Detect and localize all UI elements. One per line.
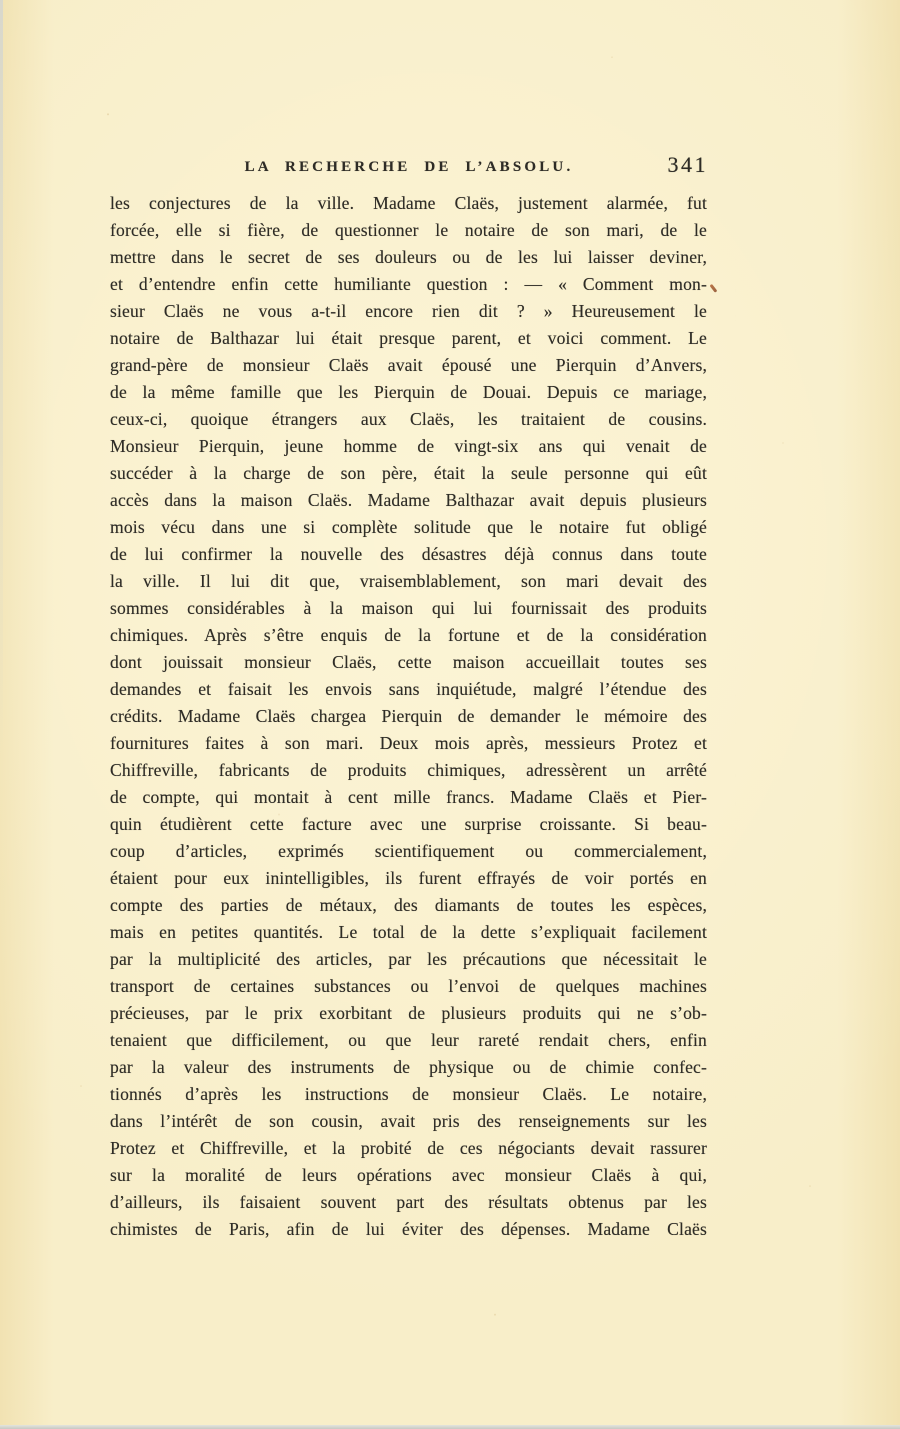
text-line: sommes considérables à la maison qui lui fournissait des produits bbox=[110, 598, 707, 618]
text-line: crédits. Madame Claës chargea Pierquin de demander le mémoire des bbox=[110, 706, 707, 726]
body-text-block bbox=[110, 190, 707, 1243]
text-line: ceux-ci, quoique étrangers aux Claës, les traitaient de cousins. bbox=[110, 409, 707, 429]
text-line: grand-père de monsieur Claës avait épousé une Pierquin d’Anvers, bbox=[110, 355, 707, 375]
text-line: coup d’articles, exprimés scientifiquement ou commercialement, bbox=[110, 841, 707, 861]
text-line: mais en petites quantités. Le total de la dette s’expliquait facilement bbox=[110, 922, 707, 942]
text-line: mois vécu dans une si complète solitude que le notaire fut obligé bbox=[110, 517, 707, 537]
text-line: demandes et faisait les envois sans inquiétude, malgré l’étendue des bbox=[110, 679, 707, 699]
text-line: chimistes de Paris, afin de lui éviter des dépenses. Madame Claës bbox=[110, 1219, 707, 1239]
text-line: et d’entendre enfin cette humiliante question : — « Comment mon- bbox=[110, 274, 707, 294]
text-line: de la même famille que les Pierquin de Douai. Depuis ce mariage, bbox=[110, 382, 707, 402]
text-line: quin étudièrent cette facture avec une surprise croissante. Si beau- bbox=[110, 814, 707, 834]
text-line: sieur Claës ne vous a-t-il encore rien dit ? » Heureusement le bbox=[110, 301, 707, 321]
text-line: chimiques. Après s’être enquis de la fortune et de la considération bbox=[110, 625, 707, 645]
text-line: la ville. Il lui dit que, vraisemblablement, son mari devait des bbox=[110, 571, 707, 591]
scanner-edge-left bbox=[0, 0, 3, 760]
text-line: fournitures faites à son mari. Deux mois après, messieurs Protez et bbox=[110, 733, 707, 753]
page-header bbox=[110, 152, 708, 181]
text-line: Protez et Chiffreville, et la probité de ces négociants devait rassurer bbox=[110, 1138, 707, 1158]
scanner-edge-bottom bbox=[0, 1425, 900, 1429]
text-line: Monsieur Pierquin, jeune homme de vingt-six ans qui venait de bbox=[110, 436, 707, 456]
text-line: succéder à la charge de son père, était la seule personne qui eût bbox=[110, 463, 707, 483]
text-line: dans l’intérêt de son cousin, avait pris des renseignements sur les bbox=[110, 1111, 707, 1131]
text-line: mettre dans le secret de ses douleurs ou de les lui laisser deviner, bbox=[110, 247, 707, 267]
text-line: les conjectures de la ville. Madame Claës, justement alarmée, fut bbox=[110, 193, 707, 213]
text-line: compte des parties de métaux, des diamants de toutes les espèces, bbox=[110, 895, 707, 915]
page-showthrough-region bbox=[735, 0, 900, 1429]
running-title: LA RECHERCHE DE L’ABSOLU. bbox=[244, 159, 574, 175]
text-line: forcée, elle si fière, de questionner le notaire de son mari, de le bbox=[110, 220, 707, 240]
text-line: par la multiplicité des articles, par les précautions que nécessitait le bbox=[110, 949, 707, 969]
text-line: de lui confirmer la nouvelle des désastres déjà connus dans toute bbox=[110, 544, 707, 564]
text-line: notaire de Balthazar lui était presque parent, et voici comment. Le bbox=[110, 328, 707, 348]
text-line: d’ailleurs, ils faisaient souvent part des résultats obtenus par les bbox=[110, 1192, 707, 1212]
text-line: précieuses, par le prix exorbitant de plusieurs produits qui ne s’ob- bbox=[110, 1003, 707, 1023]
text-line: tionnés d’après les instructions de monsieur Claës. Le notaire, bbox=[110, 1084, 707, 1104]
text-line: Chiffreville, fabricants de produits chimiques, adressèrent un arrêté bbox=[110, 760, 707, 780]
text-line: accès dans la maison Claës. Madame Balthazar avait depuis plusieurs bbox=[110, 490, 707, 510]
text-line: dont jouissait monsieur Claës, cette maison accueillait toutes ses bbox=[110, 652, 707, 672]
text-line: étaient pour eux inintelligibles, ils furent effrayés de voir portés en bbox=[110, 868, 707, 888]
text-line: transport de certaines substances ou l’envoi de quelques machines bbox=[110, 976, 707, 996]
page-number: 341 bbox=[667, 152, 708, 177]
text-line: sur la moralité de leurs opérations avec monsieur Claës à qui, bbox=[110, 1165, 707, 1185]
text-line: de compte, qui montait à cent mille francs. Madame Claës et Pier- bbox=[110, 787, 707, 807]
scan-artifact-mark bbox=[709, 284, 717, 293]
text-line: tenaient que difficilement, ou que leur rareté rendait chers, enfin bbox=[110, 1030, 707, 1050]
text-line: par la valeur des instruments de physique ou de chimie confec- bbox=[110, 1057, 707, 1077]
